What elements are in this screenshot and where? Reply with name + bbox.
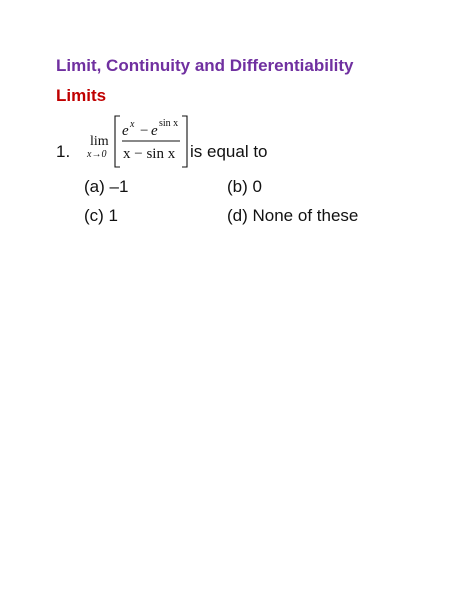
option-d: (d) None of these (227, 206, 359, 225)
question-number: 1. (56, 142, 71, 161)
numerator-exp2: sin x (159, 118, 179, 129)
denominator: x − sin x (123, 146, 176, 162)
option-b: (b) 0 (227, 177, 262, 196)
section-title: Limits (56, 86, 107, 105)
question-text: is equal to (190, 142, 268, 161)
option-c: (c) 1 (84, 206, 118, 225)
numerator-e2: e (151, 123, 158, 139)
option-a: (a) –1 (84, 177, 129, 196)
lim-operator: lim (90, 134, 109, 149)
left-bracket (115, 116, 120, 167)
numerator-minus: − (140, 123, 149, 139)
limit-expression (84, 112, 188, 170)
numerator-e1: e (122, 123, 129, 139)
right-bracket (182, 116, 187, 167)
chapter-title: Limit, Continuity and Differentiability (56, 56, 354, 75)
lim-subscript: x→0 (87, 149, 107, 160)
numerator-exp1: x (130, 119, 135, 130)
